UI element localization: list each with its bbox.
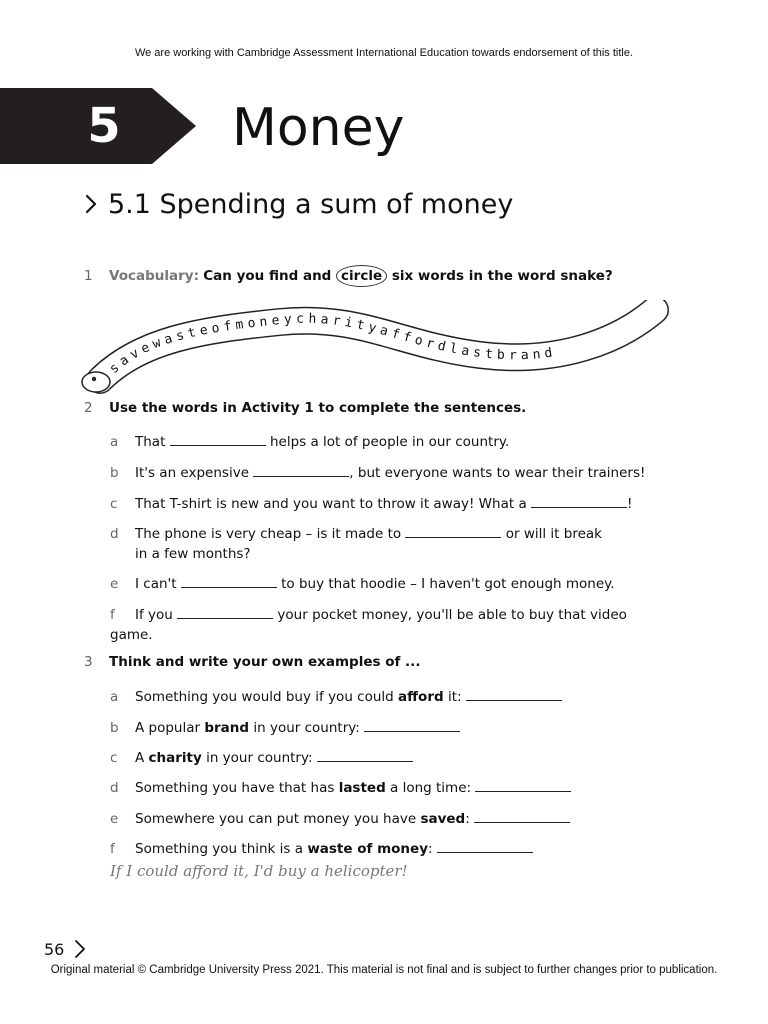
vocabulary-label: Vocabulary: — [109, 268, 199, 284]
answer-blank[interactable] — [181, 575, 277, 588]
item-text: I can't — [135, 576, 181, 592]
answer-blank[interactable] — [177, 606, 273, 619]
question-text-before: Can you find and — [203, 268, 337, 284]
item-letter: f — [110, 607, 115, 623]
chevron-right-icon — [84, 193, 98, 215]
circled-word: circle — [336, 265, 387, 287]
q3-item-a — [110, 687, 670, 707]
item-text: in your country: — [249, 720, 365, 736]
answer-blank[interactable] — [253, 464, 349, 477]
item-text: in your country: — [201, 750, 317, 766]
question-1 — [84, 265, 613, 287]
item-text: If you — [135, 607, 178, 623]
word-snake — [80, 300, 680, 395]
item-letter: b — [110, 720, 119, 736]
header-note: We are working with Cambridge Assessment International Education towards endorsement of this title. — [134, 47, 634, 59]
question-number: 1 — [84, 268, 93, 284]
answer-blank[interactable] — [475, 779, 571, 792]
q3-item-b — [110, 718, 670, 738]
answer-blank[interactable] — [364, 719, 460, 732]
key-word: charity — [148, 750, 202, 766]
key-word: waste of money — [307, 841, 428, 857]
item-letter: b — [110, 465, 119, 481]
item-text: it: — [443, 689, 466, 705]
item-letter: c — [110, 496, 118, 512]
key-word: brand — [204, 720, 250, 736]
q3-item-e — [110, 809, 670, 829]
question-3 — [84, 654, 420, 670]
item-text: helps a lot of people in our country. — [265, 434, 510, 450]
key-word: afford — [398, 689, 444, 705]
item-text: Somewhere you can put money you have — [135, 811, 421, 827]
q3-item-d — [110, 778, 670, 798]
item-text: , but everyone wants to wear their trainers! — [349, 465, 646, 481]
item-text: ! — [627, 496, 633, 512]
key-word: saved — [420, 811, 466, 827]
item-letter: a — [110, 434, 119, 450]
snake-head — [82, 372, 110, 392]
item-text: : — [465, 811, 475, 827]
section-heading — [84, 186, 513, 222]
chevron-right-icon — [74, 939, 86, 959]
unit-title: Money — [232, 98, 405, 158]
item-text: your pocket money, you'll be able to buy that video game. — [110, 607, 627, 643]
item-text: : — [428, 841, 437, 857]
item-text: or will it break — [501, 526, 602, 542]
item-text: Something you have that has — [135, 780, 339, 796]
q3-item-f — [110, 839, 670, 859]
item-letter: c — [110, 750, 118, 766]
question-2 — [84, 400, 526, 416]
item-letter: a — [110, 689, 119, 705]
item-text: A — [135, 750, 149, 766]
q2-item-c — [110, 494, 670, 514]
item-text: That T-shirt is new and you want to throw it away! What a — [135, 496, 532, 512]
answer-blank[interactable] — [531, 495, 627, 508]
q2-item-f — [110, 605, 670, 645]
answer-blank[interactable] — [474, 810, 570, 823]
item-text: to buy that hoodie – I haven't got enough money. — [276, 576, 615, 592]
section-title: 5.1 Spending a sum of money — [108, 188, 514, 220]
page-number-text: 56 — [44, 939, 65, 959]
answer-blank[interactable] — [466, 688, 562, 701]
key-word: lasted — [338, 780, 386, 796]
item-letter: e — [110, 576, 119, 592]
unit-number: 5 — [87, 98, 121, 154]
item-text: A popular — [135, 720, 205, 736]
question-number: 3 — [84, 654, 93, 670]
q3-item-c — [110, 748, 670, 768]
q2-item-a — [110, 432, 670, 452]
footer-note: Original material © Cambridge University Press 2021. This material is not final and is subject to further changes prior to publication. — [50, 964, 718, 976]
item-continuation: in a few months? — [135, 546, 251, 562]
question-instruction: Use the words in Activity 1 to complete the sentences. — [109, 400, 527, 416]
item-letter: f — [110, 841, 115, 857]
item-text: Something you would buy if you could — [135, 689, 399, 705]
answer-blank[interactable] — [405, 525, 501, 538]
item-text: a long time: — [385, 780, 476, 796]
item-text: That — [135, 434, 170, 450]
q2-item-d — [110, 524, 670, 564]
question-number: 2 — [84, 400, 93, 416]
page-number — [44, 939, 86, 959]
snake-letters: savewasteofmoneycharityaffordlastbrand — [106, 311, 558, 377]
answer-blank[interactable] — [317, 749, 413, 762]
q2-item-e — [110, 574, 670, 594]
item-text: Something you think is a — [135, 841, 308, 857]
item-text: It's an expensive — [135, 465, 254, 481]
question-instruction: Think and write your own examples of ... — [109, 654, 421, 670]
snake-eye — [92, 377, 96, 381]
item-text: The phone is very cheap – is it made to — [135, 526, 406, 542]
answer-blank[interactable] — [437, 840, 533, 853]
question-text-after: six words in the word snake? — [387, 268, 613, 284]
answer-blank[interactable] — [170, 433, 266, 446]
example-answer: If I could afford it, I'd buy a helicopter! — [110, 862, 408, 880]
q2-item-b — [110, 463, 670, 483]
item-letter: d — [110, 780, 119, 796]
item-letter: d — [110, 526, 119, 542]
item-letter: e — [110, 811, 119, 827]
